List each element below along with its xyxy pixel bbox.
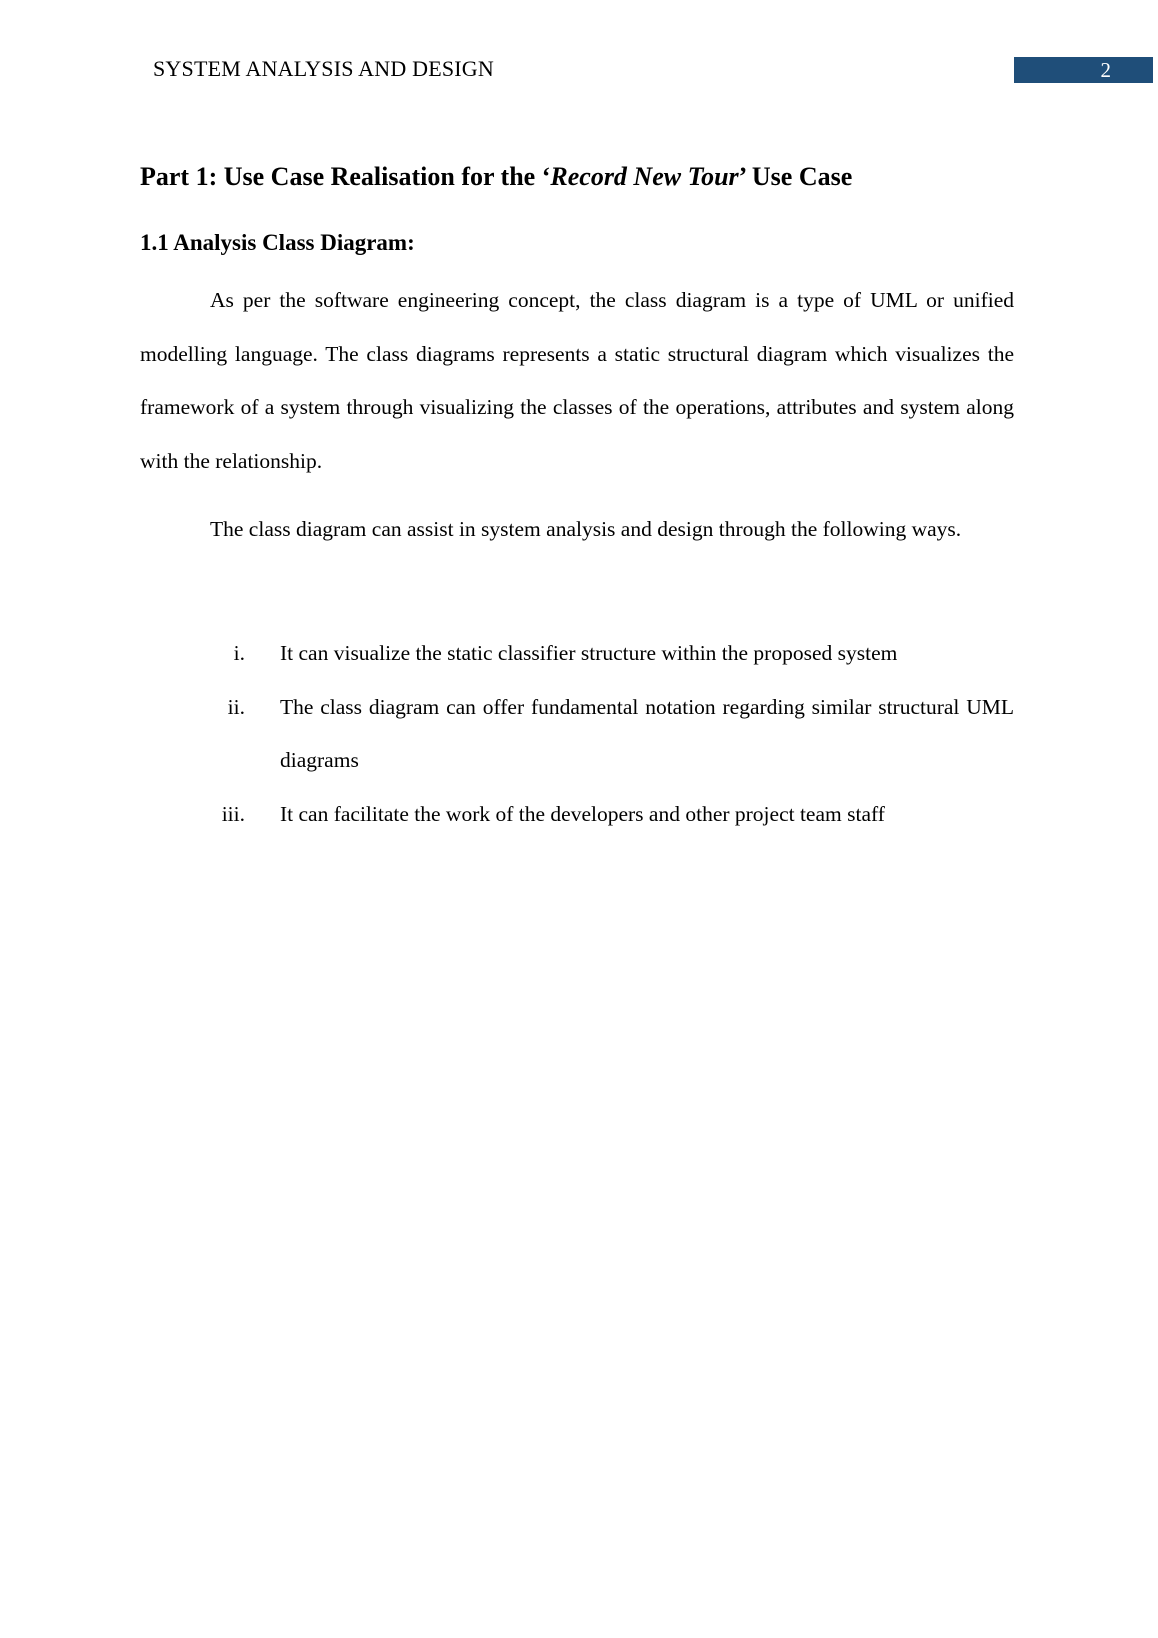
- list-marker: ii.: [227, 694, 245, 719]
- page-number-bar: [1014, 57, 1153, 83]
- running-header-title: SYSTEM ANALYSIS AND DESIGN: [153, 56, 494, 81]
- part-heading-use-case-name: Record New Tour: [550, 162, 739, 191]
- page-number: 2: [1100, 58, 1111, 82]
- part-heading-prefix: Part 1: Use Case Realisation for the ‘: [140, 162, 551, 191]
- list-item-text: It can facilitate the work of the developers and other project team staff: [280, 801, 885, 826]
- body-paragraph: The class diagram can assist in system analysis and design through the following ways.: [210, 517, 962, 541]
- body-paragraph: As per the software engineering concept, the class diagram is a type of UML or unified modelling language. The class diagrams represents a static structural diagram which visualizes the framework of a system through visualizing the classes of the operations, attributes and system along with the relationship.: [140, 288, 1014, 473]
- list-item-text: It can visualize the static classifier structure within the proposed system: [280, 641, 898, 665]
- part-heading: [140, 162, 852, 192]
- list-marker: iii.: [221, 801, 245, 826]
- list-item: [140, 681, 1014, 788]
- list-marker: i.: [233, 641, 245, 665]
- list-item-text: The class diagram can offer fundamental notation regarding similar structural UML diagrams: [280, 694, 1014, 772]
- list-item: [140, 788, 1014, 842]
- section-heading: 1.1 Analysis Class Diagram:: [140, 230, 415, 255]
- roman-numeral-list: [140, 627, 1014, 841]
- list-item: [140, 627, 1014, 681]
- part-heading-suffix: ’ Use Case: [738, 162, 853, 191]
